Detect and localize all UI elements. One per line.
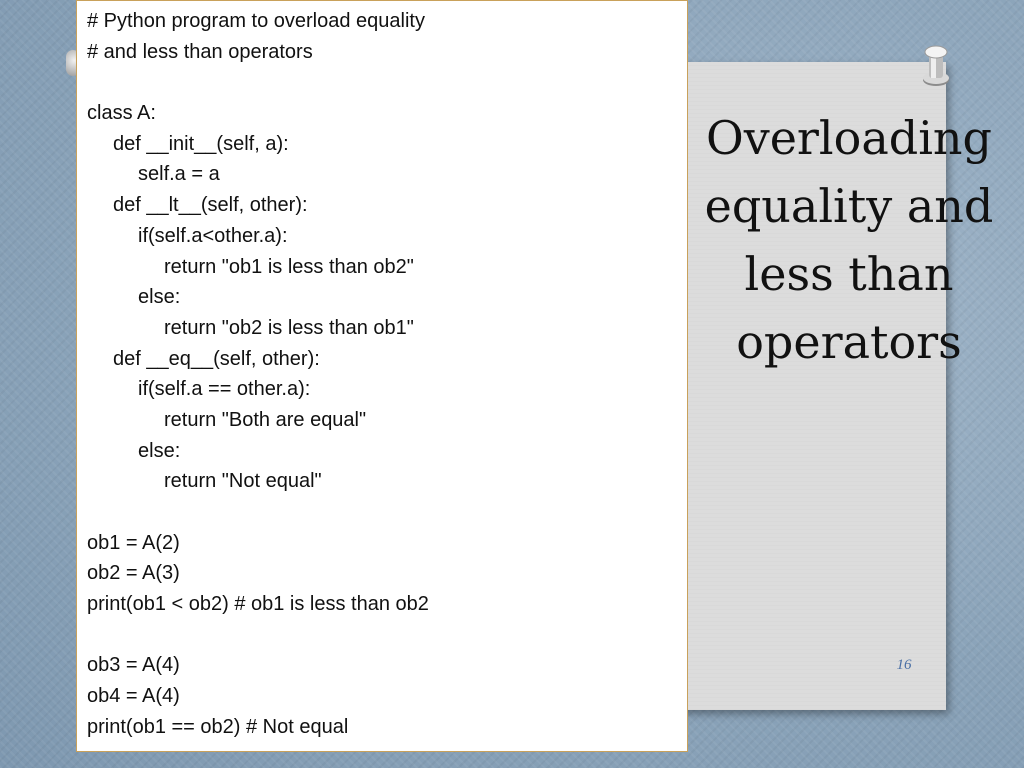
- code-line: if(self.a == other.a):: [138, 378, 311, 401]
- code-box: [76, 0, 688, 752]
- code-line: def __init__(self, a):: [113, 132, 289, 155]
- code-line: if(self.a<other.a):: [138, 224, 288, 247]
- code-line: ob2 = A(3): [87, 562, 180, 585]
- code-line: [87, 497, 429, 528]
- code-line: return "ob2 is less than ob1": [164, 316, 414, 339]
- code-line: [87, 620, 429, 651]
- code-line: return "Both are equal": [164, 408, 367, 431]
- code-line: ob4 = A(4): [87, 685, 180, 708]
- code-line: self.a = a: [138, 163, 220, 186]
- code-listing: [87, 6, 429, 743]
- code-line: ob3 = A(4): [87, 654, 180, 677]
- code-line: print(ob1 < ob2) # ob1 is less than ob2: [87, 593, 429, 616]
- pushpin-icon: [918, 40, 954, 88]
- code-line: return "ob1 is less than ob2": [164, 255, 414, 278]
- code-line: def __eq__(self, other):: [113, 347, 320, 370]
- page-number: 16: [896, 657, 912, 673]
- slide-title: Overloading equality and less than operators: [704, 111, 994, 369]
- code-line: class A:: [87, 102, 156, 125]
- code-line: # and less than operators: [87, 40, 313, 63]
- code-line: ob1 = A(2): [87, 531, 180, 554]
- code-line: return "Not equal": [164, 470, 322, 493]
- code-line: else:: [138, 439, 181, 462]
- code-line: # Python program to overload equality: [87, 10, 425, 32]
- code-line: print(ob1 == ob2) # Not equal: [87, 715, 349, 738]
- code-line: else:: [138, 286, 181, 309]
- code-line: def __lt__(self, other):: [113, 194, 308, 217]
- code-line: [87, 67, 429, 98]
